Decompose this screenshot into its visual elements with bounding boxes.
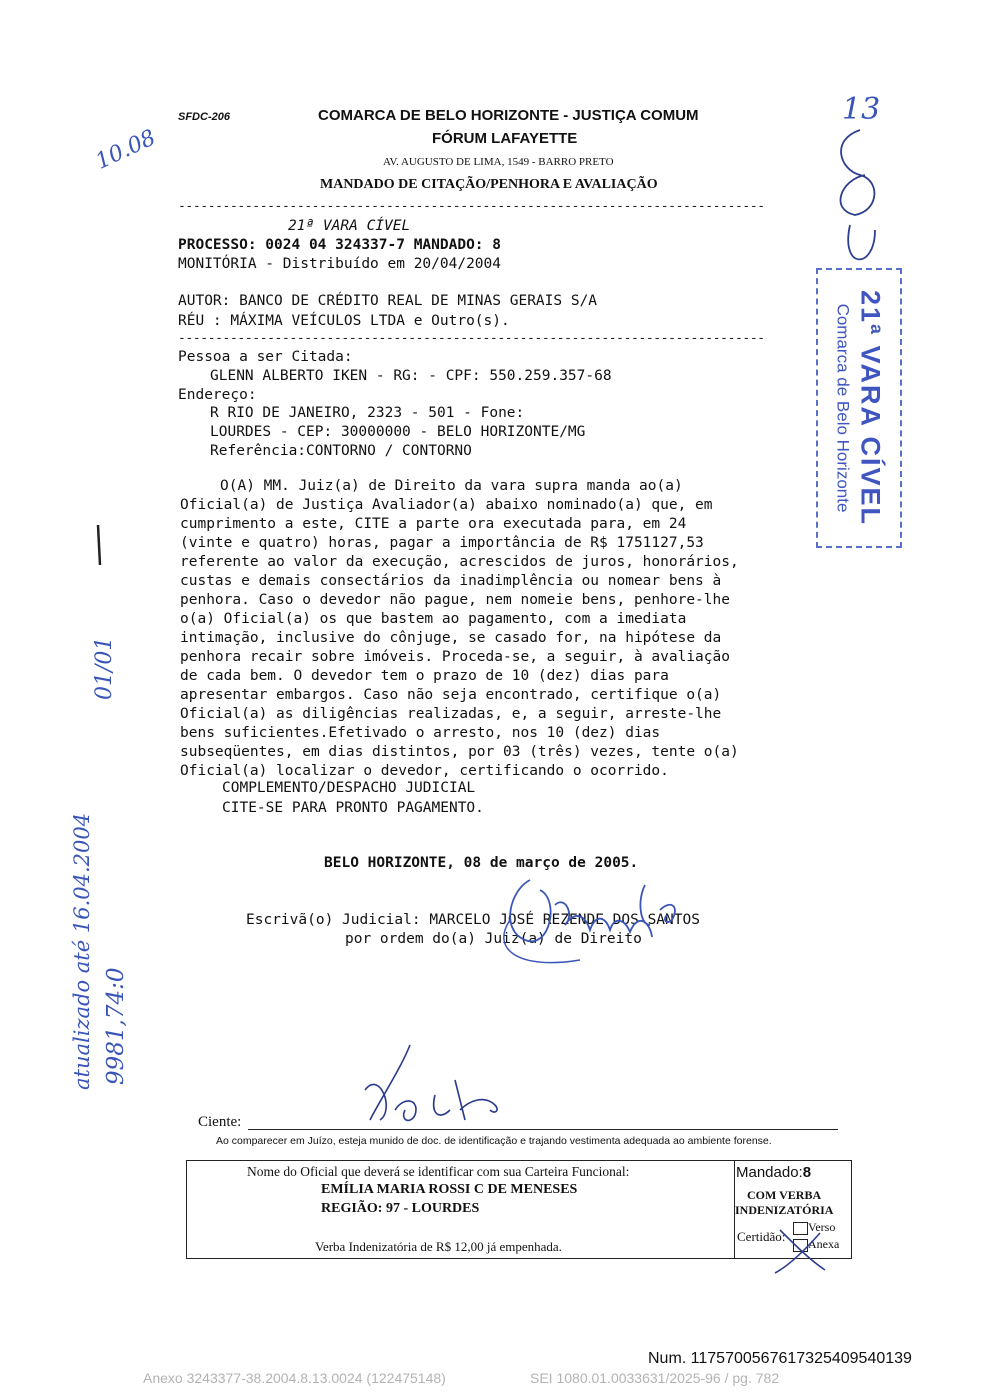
mandado-number: 8 bbox=[802, 1164, 812, 1181]
handwritten-short-note: 01/01 bbox=[92, 636, 117, 700]
verba-line1: COM VERBA bbox=[747, 1188, 822, 1202]
mandado-box-label bbox=[736, 1164, 811, 1181]
verso-label: Verso bbox=[808, 1220, 836, 1234]
person-name: GLENN ALBERTO IKEN - RG: - CPF: 550.259.357-68 bbox=[210, 368, 612, 384]
person-label: Pessoa a ser Citada: bbox=[178, 349, 353, 365]
separator-middle: ------------------------------------------------------------------------------- bbox=[178, 331, 765, 346]
body-line: apresentar embargos. Caso não seja encontrado, certifique o(a) bbox=[180, 687, 722, 703]
ciente-note: Ao comparecer em Juízo, esteja munido de doc. de identificação e trajando vestimenta adequada ao ambiente forense. bbox=[216, 1135, 772, 1147]
anexo-reference: Anexo 3243377-38.2004.8.13.0024 (122475148) bbox=[143, 1370, 446, 1386]
forum-name: FÓRUM LAFAYETTE bbox=[432, 130, 578, 147]
separator-top: ------------------------------------------------------------------------------- bbox=[178, 199, 765, 214]
body-line: cumprimento a este, CITE a parte ora executada para, em 24 bbox=[180, 516, 687, 532]
body-line: custas e demais consectários da inadimplência ou nomear bens à bbox=[180, 573, 722, 589]
body-line: bens suficientes.Efetivado o arresto, nos 10 (dez) dias bbox=[180, 725, 661, 741]
complement-text: CITE-SE PARA PRONTO PAGAMENTO. bbox=[222, 800, 484, 816]
mandate-body bbox=[180, 477, 828, 781]
court-name: COMARCA DE BELO HORIZONTE - JUSTIÇA COMUM bbox=[318, 107, 699, 124]
stamp-comarca: Comarca de Belo Horizonte bbox=[833, 303, 853, 513]
recipient-signature bbox=[340, 1040, 520, 1130]
clerk-signature bbox=[470, 860, 750, 970]
document-title: MANDADO DE CITAÇÃO/PENHORA E AVALIAÇÃO bbox=[320, 177, 658, 192]
body-line: referente ao valor da execução, acrescidos de juros, honorários, bbox=[180, 554, 739, 570]
city-line: LOURDES - CEP: 30000000 - BELO HORIZONTE/MG bbox=[210, 424, 586, 440]
court-address: AV. AUGUSTO DE LIMA, 1549 - BARRO PRETO bbox=[383, 156, 614, 168]
officer-region: REGIÃO: 97 - LOURDES bbox=[321, 1201, 480, 1216]
anexa-label: Anexa bbox=[808, 1237, 840, 1251]
form-code: SFDC-206 bbox=[178, 111, 230, 123]
body-line: Oficial(a) localizar o devedor, certificando o ocorrido. bbox=[180, 763, 669, 779]
handwritten-update-note: atualizado até 16.04.2004 bbox=[70, 812, 94, 1090]
body-line: Oficial(a) as diligências realizadas, e, a seguir, arreste-lhe bbox=[180, 706, 722, 722]
date-line: BELO HORIZONTE, 08 de março de 2005. bbox=[324, 855, 639, 871]
stamp-vara: 21ª VARA CÍVEL bbox=[855, 289, 886, 527]
signatory-order-line: por ordem do(a) Juiz(a) de Direito bbox=[345, 931, 642, 947]
handwritten-page-number: 13 bbox=[842, 92, 881, 127]
certidao-label: Certidão: bbox=[737, 1229, 786, 1244]
sei-reference: SEI 1080.01.0033631/2025-96 / pg. 782 bbox=[530, 1370, 780, 1386]
handwritten-mark bbox=[820, 120, 900, 270]
ciente-label: Ciente: bbox=[198, 1114, 242, 1130]
body-line: O(A) MM. Juiz(a) de Direito da vara supra manda ao(a) bbox=[220, 478, 683, 494]
handwritten-date-note: 10.08 bbox=[92, 125, 160, 175]
body-line: intimação, inclusive do cônjuge, se casado for, na hipótese da bbox=[180, 630, 722, 646]
body-line: penhora recair sobre imóveis. Proceda-se, a seguir, à avaliação bbox=[180, 649, 730, 665]
body-line: o(a) Oficial(a) os que bastem ao pagamento, com a imediata bbox=[180, 611, 687, 627]
street-line: R RIO DE JANEIRO, 2323 - 501 - Fone: bbox=[210, 405, 525, 421]
document-number: Num. 1175700567617325409540139 bbox=[648, 1350, 912, 1367]
officer-box bbox=[186, 1160, 852, 1259]
ciente-signature-line bbox=[248, 1129, 838, 1130]
complement-label: COMPLEMENTO/DESPACHO JUDICIAL bbox=[222, 780, 476, 796]
body-line: (vinte e quatro) horas, pagar a importância de R$ 1751127,53 bbox=[180, 535, 704, 551]
reference-line: Referência:CONTORNO / CONTORNO bbox=[210, 443, 472, 459]
handwritten-tick bbox=[80, 520, 120, 570]
officer-label: Nome do Oficial que deverá se identificar com sua Carteira Funcional: bbox=[247, 1164, 630, 1179]
signatory-line: Escrivã(o) Judicial: MARCELO JOSÉ REZENDE DOS SANTOS bbox=[246, 912, 700, 928]
processo-line: PROCESSO: 0024 04 324337-7 MANDADO: 8 bbox=[178, 237, 502, 253]
body-line: Oficial(a) de Justiça Avaliador(a) abaixo nominado(a) que, em bbox=[180, 497, 713, 513]
autor-line: AUTOR: BANCO DE CRÉDITO REAL DE MINAS GERAIS S/A bbox=[178, 293, 598, 309]
handwritten-amount-note: 9981,74:0 bbox=[103, 967, 129, 1085]
body-line: de cada bem. O devedor tem o prazo de 10 (dez) dias para bbox=[180, 668, 669, 684]
officer-name: EMÍLIA MARIA ROSSI C DE MENESES bbox=[321, 1182, 578, 1197]
reu-line: RÉU : MÁXIMA VEÍCULOS LTDA e Outro(s). bbox=[178, 313, 510, 329]
verba-text: Verba Indenizatória de R$ 12,00 já empenhada. bbox=[315, 1239, 562, 1254]
body-line: penhora. Caso o devedor não pague, nem nomeie bens, penhore-lhe bbox=[180, 592, 730, 608]
handwritten-x-mark bbox=[770, 1225, 830, 1275]
vara-title: 21ª VARA CÍVEL bbox=[288, 218, 411, 234]
monitoria-line: MONITÓRIA - Distribuído em 20/04/2004 bbox=[178, 256, 502, 272]
endereco-label: Endereço: bbox=[178, 387, 257, 403]
body-line: subseqüentes, em dias distintos, por 03 (três) vezes, tente o(a) bbox=[180, 744, 739, 760]
mandado-label: Mandado: bbox=[736, 1164, 803, 1181]
court-stamp bbox=[816, 268, 902, 548]
verba-line2: INDENIZATÓRIA bbox=[735, 1203, 834, 1217]
